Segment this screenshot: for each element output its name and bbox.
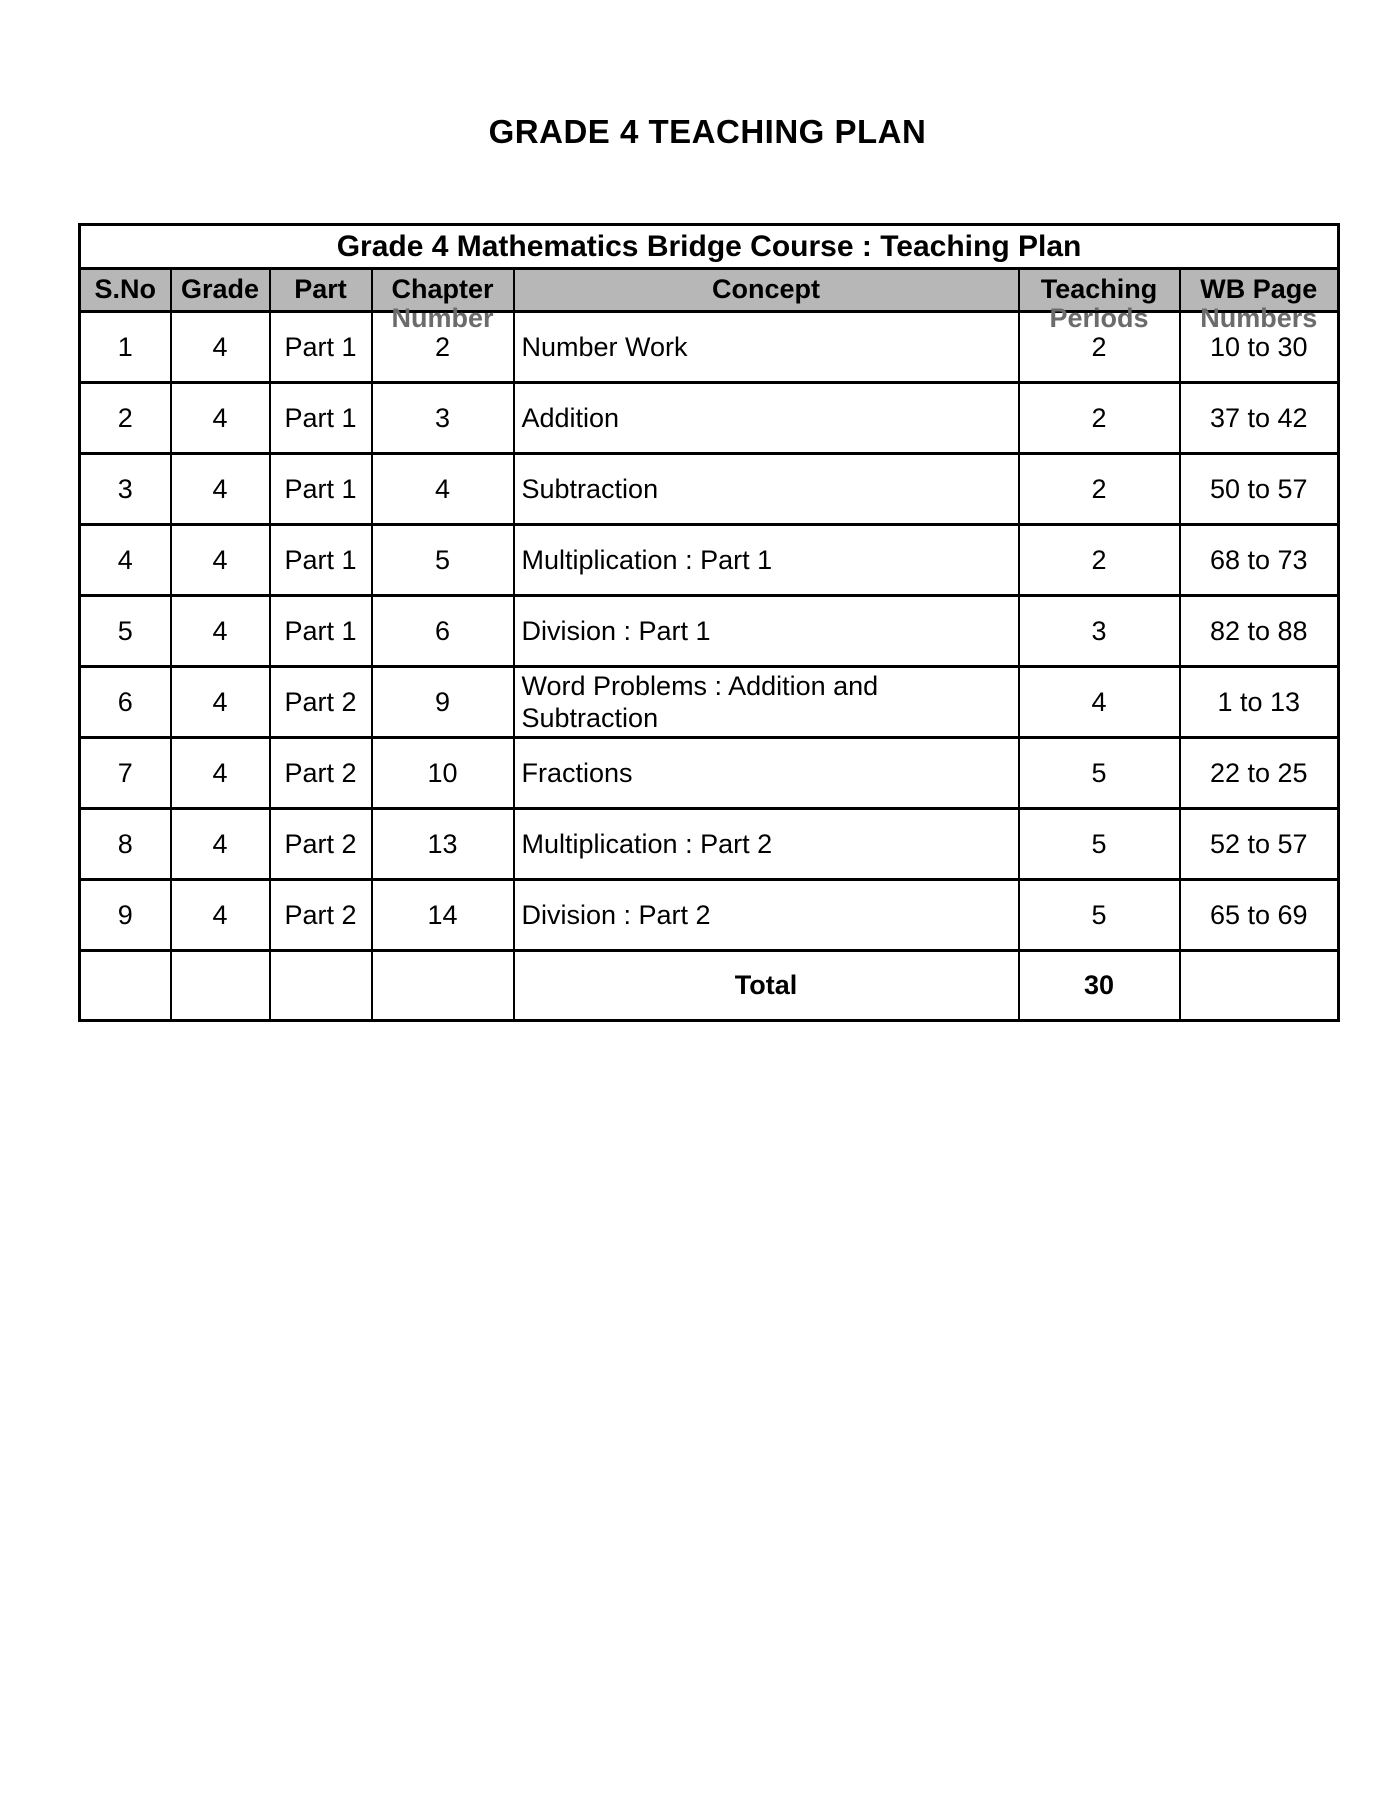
- total-empty-grade: [171, 951, 270, 1021]
- column-header-teaching: [1019, 269, 1180, 312]
- cell-concept: Multiplication : Part 2: [514, 809, 1019, 880]
- cell-part: Part 1: [270, 383, 372, 454]
- column-header-clipped-line: [1020, 305, 1179, 310]
- column-header-label: WB Page: [1200, 274, 1318, 304]
- cell-chapter: 3: [372, 383, 514, 454]
- cell-grade: 4: [171, 880, 270, 951]
- table-row: [80, 312, 1339, 383]
- cell-grade: 4: [171, 667, 270, 738]
- cell-wb-page: 65 to 69: [1180, 880, 1339, 951]
- column-header-clipped-line: [1181, 305, 1338, 310]
- column-header-part: [270, 269, 372, 312]
- cell-chapter: 9: [372, 667, 514, 738]
- column-header-grade: [171, 269, 270, 312]
- page-title: GRADE 4 TEACHING PLAN: [488, 113, 927, 150]
- cell-teaching: 5: [1019, 738, 1180, 809]
- cell-part: Part 1: [270, 312, 372, 383]
- cell-teaching: 5: [1019, 880, 1180, 951]
- cell-grade: 4: [171, 596, 270, 667]
- column-header-concept: [514, 269, 1019, 312]
- cell-grade: 4: [171, 383, 270, 454]
- column-header-label: Concept: [712, 274, 820, 304]
- cell-s-no: 7: [80, 738, 171, 809]
- cell-teaching: 4: [1019, 667, 1180, 738]
- cell-part: Part 2: [270, 667, 372, 738]
- table-header-row: [80, 269, 1339, 312]
- cell-s-no: 8: [80, 809, 171, 880]
- cell-s-no: 5: [80, 596, 171, 667]
- cell-wb-page: 82 to 88: [1180, 596, 1339, 667]
- column-header-clipped-line: [271, 305, 371, 310]
- cell-teaching: 5: [1019, 809, 1180, 880]
- column-header-label: Teaching: [1040, 274, 1158, 304]
- cell-part: Part 2: [270, 809, 372, 880]
- cell-grade: 4: [171, 454, 270, 525]
- cell-concept: Subtraction: [514, 454, 1019, 525]
- cell-grade: 4: [171, 738, 270, 809]
- cell-grade: 4: [171, 312, 270, 383]
- cell-wb-page: 22 to 25: [1180, 738, 1339, 809]
- cell-wb-page: 50 to 57: [1180, 454, 1339, 525]
- column-header-label: Grade: [180, 274, 260, 304]
- cell-chapter: 2: [372, 312, 514, 383]
- table-row: [80, 383, 1339, 454]
- column-header-label: Chapter: [391, 274, 494, 304]
- table-row: [80, 596, 1339, 667]
- cell-concept: Multiplication : Part 1: [514, 525, 1019, 596]
- cell-chapter: 4: [372, 454, 514, 525]
- table-row: [80, 738, 1339, 809]
- cell-chapter: 10: [372, 738, 514, 809]
- cell-wb-page: 37 to 42: [1180, 383, 1339, 454]
- cell-teaching: 3: [1019, 596, 1180, 667]
- cell-wb-page: 1 to 13: [1180, 667, 1339, 738]
- cell-chapter: 6: [372, 596, 514, 667]
- total-row: [80, 951, 1339, 1021]
- table-row: [80, 880, 1339, 951]
- cell-s-no: 4: [80, 525, 171, 596]
- table-row: [80, 667, 1339, 738]
- cell-concept: Division : Part 2: [514, 880, 1019, 951]
- cell-teaching: 2: [1019, 312, 1180, 383]
- column-header-clipped-line: [81, 305, 170, 310]
- total-empty-part: [270, 951, 372, 1021]
- table-row: [80, 454, 1339, 525]
- cell-part: Part 1: [270, 454, 372, 525]
- cell-part: Part 1: [270, 596, 372, 667]
- column-header-s-no: [80, 269, 171, 312]
- table-row: [80, 525, 1339, 596]
- cell-s-no: 6: [80, 667, 171, 738]
- cell-s-no: 2: [80, 383, 171, 454]
- total-teaching-value: 30: [1019, 951, 1180, 1021]
- cell-concept: Division : Part 1: [514, 596, 1019, 667]
- column-header-clipped-line: [172, 305, 269, 310]
- total-label: Total: [514, 951, 1019, 1021]
- cell-chapter: 13: [372, 809, 514, 880]
- column-header-clipped-line: [515, 305, 1018, 310]
- cell-teaching: 2: [1019, 525, 1180, 596]
- page-content: [78, 0, 1337, 1000]
- table-row: [80, 809, 1339, 880]
- column-header-label: Part: [294, 274, 347, 304]
- cell-grade: 4: [171, 809, 270, 880]
- cell-concept: Addition: [514, 383, 1019, 454]
- cell-wb-page: 10 to 30: [1180, 312, 1339, 383]
- column-header-clipped-line: [373, 305, 513, 310]
- table-title-row: [80, 225, 1339, 269]
- cell-s-no: 9: [80, 880, 171, 951]
- cell-wb-page: 68 to 73: [1180, 525, 1339, 596]
- column-header-wb-page: [1180, 269, 1339, 312]
- total-empty-wb-page: [1180, 951, 1339, 1021]
- cell-s-no: 3: [80, 454, 171, 525]
- cell-concept: Word Problems : Addition and Subtraction: [514, 667, 1019, 738]
- column-header-label: S.No: [94, 274, 156, 304]
- teaching-plan-table: [78, 223, 1340, 1022]
- total-empty-chapter: [372, 951, 514, 1021]
- cell-part: Part 2: [270, 880, 372, 951]
- cell-teaching: 2: [1019, 454, 1180, 525]
- cell-concept: Number Work: [514, 312, 1019, 383]
- cell-part: Part 2: [270, 738, 372, 809]
- cell-chapter: 5: [372, 525, 514, 596]
- cell-concept: Fractions: [514, 738, 1019, 809]
- cell-chapter: 14: [372, 880, 514, 951]
- cell-teaching: 2: [1019, 383, 1180, 454]
- cell-grade: 4: [171, 525, 270, 596]
- cell-s-no: 1: [80, 312, 171, 383]
- cell-wb-page: 52 to 57: [1180, 809, 1339, 880]
- column-header-chapter: [372, 269, 514, 312]
- total-empty-sno: [80, 951, 171, 1021]
- table-title: Grade 4 Mathematics Bridge Course : Teaching Plan: [80, 225, 1339, 269]
- cell-part: Part 1: [270, 525, 372, 596]
